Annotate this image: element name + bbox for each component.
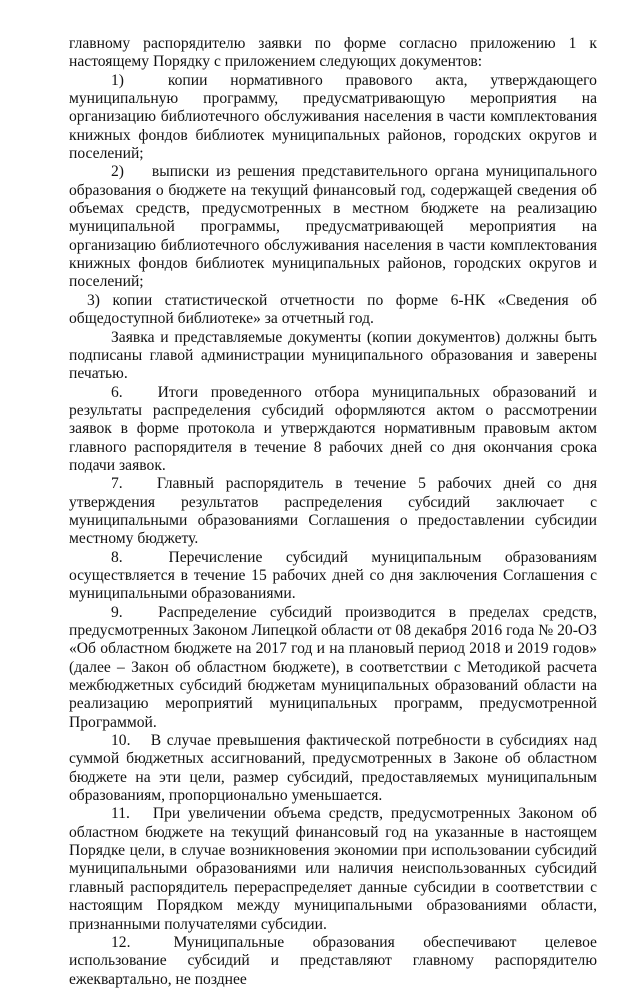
list-item-text: копии нормативного правового акта, утверждающего муниципальную программу, предусматривающую мероприятия на организацию библиотечного обслуживания населения в части комплектования книжных фондов библиотек муниципальных районов, городских округов и поселений; xyxy=(69,71,597,163)
clause-number: 9. xyxy=(111,603,123,621)
paragraph-intro: главному распорядителю заявки по форме согласно приложению 1 к настоящему Порядку с приложением следующих документов: xyxy=(69,35,597,71)
list-item-3: 3) копии статистической отчетности по форме 6-НК «Сведения об общедоступной библиотеке» за отчетный год. xyxy=(69,291,597,328)
clause-12 xyxy=(69,934,597,989)
list-number: 1) xyxy=(111,71,124,89)
clause-text: В случае превышения фактической потребности в субсидиях над суммой бюджетных ассигнований, предусмотренных в Законе об областном бюджете на эти цели, размер субсидий, предоставляемых муниципальным образованиям, пропорционально уменьшается. xyxy=(69,732,597,805)
document-page xyxy=(69,35,597,989)
clause-number: 12. xyxy=(111,933,131,951)
clause-10 xyxy=(69,732,597,805)
clause-number: 6. xyxy=(111,383,123,401)
clause-number: 7. xyxy=(111,475,123,493)
clause-text: Распределение субсидий производится в пределах средств, предусмотренных Законом Липецкой области от 08 декабря 2016 года № 20-ОЗ «Об областном бюджете на 2017 год и на плановый период 2018 и 2019 годов» (далее – Закон об областном бюджете), в соответствии с Методикой расчета межбюджетных субсидий бюджетам муниципальных образований области на реализацию мероприятий муниципальных программ, предусмотренной Программой. xyxy=(69,603,598,731)
clause-text: Главный распорядитель в течение 5 рабочих дней со дня утверждения результатов распределения субсидий заключает с муниципальными образованиями Соглашения о предоставлении субсидии местному бюджету. xyxy=(69,475,597,548)
list-item-2 xyxy=(69,163,597,291)
clause-number: 8. xyxy=(111,548,123,566)
paragraph-signature-requirement: Заявка и представляемые документы (копии документов) должны быть подписаны главой администрации муниципального образования и заверены печатью. xyxy=(69,328,597,383)
list-item-text: выписки из решения представительного органа муниципального образования о бюджете на текущий финансовый год, содержащей сведения об объемах средств, предусмотренных в местном бюджете на реализацию муниципальной программы, предусматривающей мероприятия на организацию библиотечного обслуживания населения в части комплектования книжных фондов библиотек муниципальных районов, городских округов и поселений; xyxy=(69,163,597,291)
list-item-1 xyxy=(69,72,597,164)
list-number: 2) xyxy=(111,163,124,181)
clause-text: Итоги проведенного отбора муниципальных образований и результаты распределения субсидий оформляются актом о рассмотрении заявок в форме протокола и утверждаются нормативным правовым актом главного распорядителя в течение 8 рабочих дней со дня окончания срока подачи заявок. xyxy=(69,383,597,474)
clause-number: 10. xyxy=(111,732,131,750)
clause-number: 11. xyxy=(111,805,130,823)
clause-text: Перечисление субсидий муниципальным образованиям осуществляется в течение 15 рабочих дней со дня заключения Соглашения с муниципальными образованиями. xyxy=(69,548,597,603)
clause-text: При увеличении объема средств, предусмотренных Законом об областном бюджете на текущий финансовый год на указанные в настоящем Порядке цели, в случае возникновения экономии при использовании субсидий муниципальными образованиями или наличия неиспользованных субсидий главный распорядитель перераспределяет данные субсидии в соответствии с настоящим Порядком между муниципальными образованиями области, признанными получателями субсидии. xyxy=(69,805,597,933)
clause-6 xyxy=(69,384,597,476)
clause-9 xyxy=(69,604,597,732)
clause-8 xyxy=(69,549,597,604)
clause-text: Муниципальные образования обеспечивают целевое использование субсидий и представляют главному распорядителю ежеквартально, не позднее xyxy=(69,933,597,988)
clause-11 xyxy=(69,805,597,933)
clause-7 xyxy=(69,475,597,548)
